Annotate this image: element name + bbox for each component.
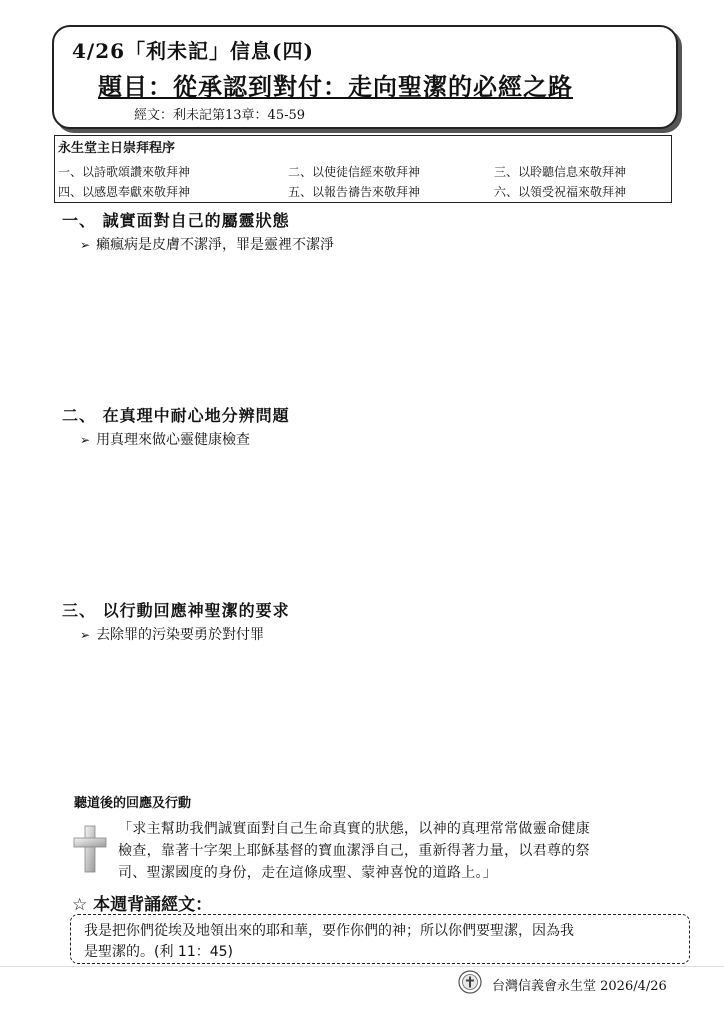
bullet-text: 去除罪的污染要勇於對付罪 (96, 627, 265, 643)
worship-order-title: 永生堂主日崇拜程序 (58, 141, 176, 156)
footer-divider (0, 966, 724, 967)
section-heading: 三、 以行動回應神聖潔的要求 (62, 601, 290, 620)
church-seal-icon (458, 970, 482, 994)
cross-icon (72, 824, 108, 874)
memory-verse-line: 是聖潔的。(利 11：45) (84, 944, 234, 960)
worship-order-item: 二、以使徒信經來敬拜神 (288, 165, 421, 179)
bullet-text: 用真理來做心靈健康檢查 (96, 432, 251, 448)
bullet-text: 癩瘋病是皮膚不潔淨，罪是靈裡不潔淨 (96, 237, 335, 253)
sermon-series: 4/26「利未記」信息(四) (72, 39, 314, 63)
memory-verse-line: 我是把你們從埃及地領出來的耶和華，要作你們的神；所以你們要聖潔，因為我 (84, 923, 574, 939)
worship-order-item: 一、以詩歌頌讚來敬拜神 (58, 165, 191, 179)
prayer-line: 司、聖潔國度的身份，走在這條成聖、蒙神喜悅的道路上。」 (118, 865, 498, 881)
memory-verse-title: ☆ 本週背誦經文： (72, 895, 213, 915)
footer-text: 台灣信義會永生堂 2026/4/26 (492, 979, 667, 994)
response-title: 聽道後的回應及行動 (74, 796, 192, 811)
arrow-bullet-icon: ➢ (80, 433, 91, 447)
prayer-line: 「求主幫助我們誠實面對自己生命真實的狀態，以神的真理常常做靈命健康 (118, 821, 590, 837)
section-bullet (80, 429, 250, 449)
section-bullet (80, 234, 334, 254)
sermon-title: 題目：從承認到對付：走向聖潔的必經之路 (98, 72, 573, 101)
prayer-line: 檢查，靠著十字架上耶穌基督的寶血潔淨自己，重新得著力量，以君尊的祭 (118, 843, 590, 859)
worship-order-item: 三、以聆聽信息來敬拜神 (494, 165, 627, 179)
worship-order-item: 六、以領受祝福來敬拜神 (494, 185, 627, 199)
section-bullet (80, 624, 264, 644)
worship-order-item: 五、以報告禱告來敬拜神 (288, 185, 421, 199)
scripture-reference: 經文：利未記第13章：45-59 (134, 108, 306, 123)
worship-order-item: 四、以感恩奉獻來敬拜神 (58, 185, 191, 199)
section-heading: 二、 在真理中耐心地分辨問題 (62, 406, 290, 425)
arrow-bullet-icon: ➢ (80, 628, 91, 642)
section-heading: 一、 誠實面對自己的屬靈狀態 (62, 211, 290, 230)
arrow-bullet-icon: ➢ (80, 238, 91, 252)
